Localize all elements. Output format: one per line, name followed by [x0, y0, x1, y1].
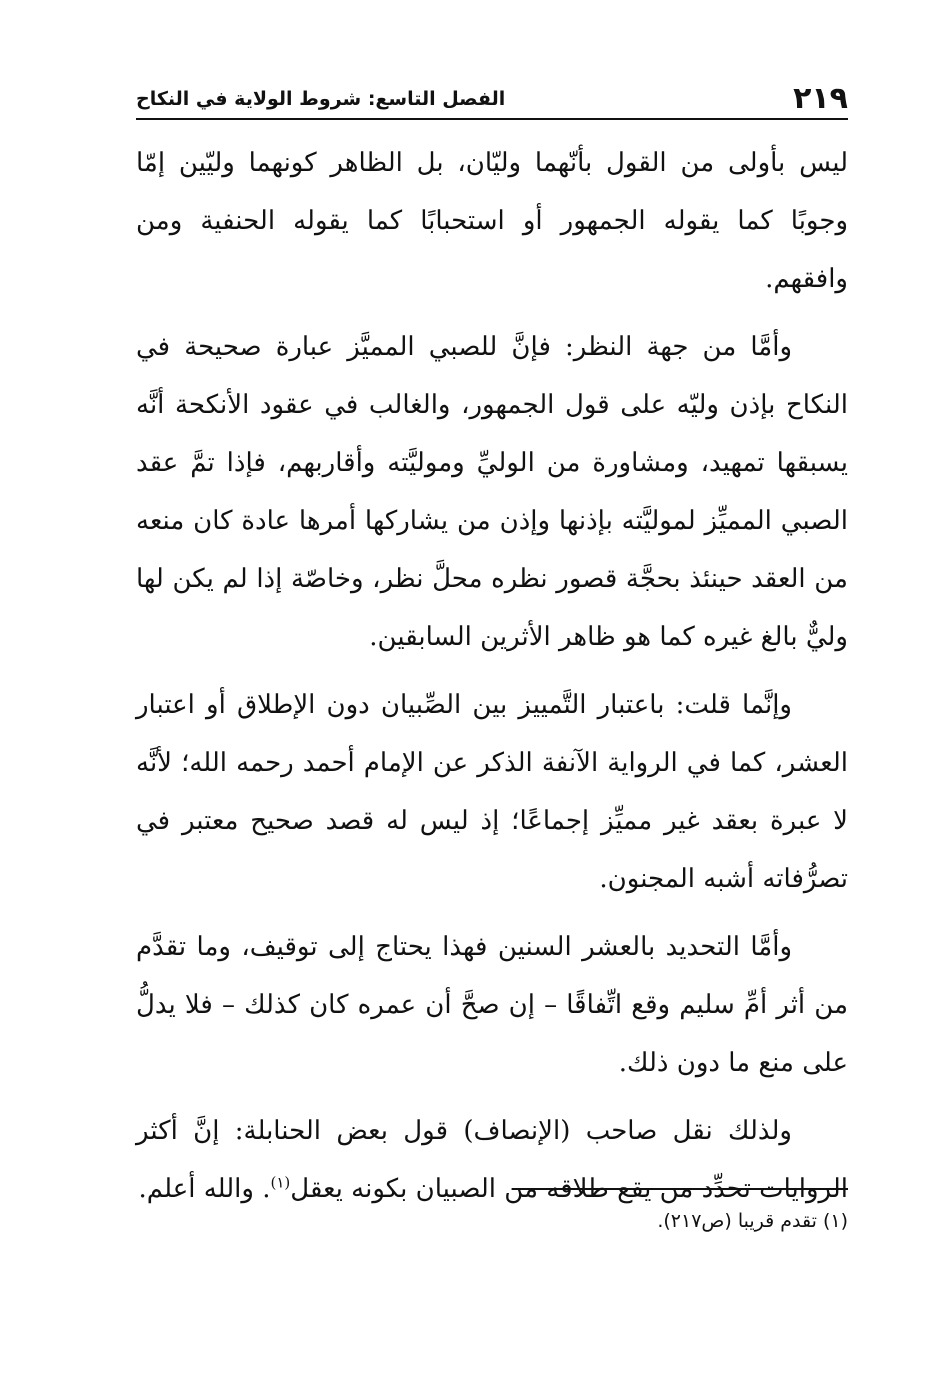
paragraph-5-ending: . والله أعلم.: [138, 1174, 271, 1204]
paragraph-1: ليس بأولى من القول بأنّهما وليّان، بل الظاهر كونهما وليّين إمّا وجوبًا كما يقوله الجمهور أو استحبابًا كما يقوله الحنفية ومن وافقهم.: [136, 148, 848, 294]
paragraph-2: وأمَّا من جهة النظر: فإنَّ للصبي المميَّز عبارة صحيحة في النكاح بإذن وليّه على قول الجمهور، والغالب في عقود الأنكحة أنَّه يسبقها تمهيد، ومشاورة من الوليِّ وموليَّته وأقاربهم، فإذا تمَّ عقد الصبي المميِّز لموليَّته بإذنها وإذن من يشاركها أمرها عادة كان منعه من العقد حينئذ بحجَّة قصور نظره محلَّ نظر، وخاصّة إذا لم يكن لها وليٌّ بالغ غيره كما هو ظاهر الأثرين السابقين.: [136, 332, 848, 652]
page-number: ٢١٩: [793, 81, 848, 116]
footnote-divider: [512, 1188, 848, 1190]
paragraph-3: وإنَّما قلت: باعتبار التَّمييز بين الصِّبيان دون الإطلاق أو اعتبار العشر، كما في الرواية الآنفة الذكر عن الإمام أحمد رحمه الله؛ لأنَّه لا عبرة بعقد غير مميِّز إجماعًا؛ إذ ليس له قصد صحيح معتبر في تصرُّفاته أشبه المجنون.: [136, 690, 848, 894]
footnote-marker: (١): [822, 1210, 848, 1232]
chapter-title: الفصل التاسع: شروط الولاية في النكاح: [136, 88, 506, 110]
running-header: [136, 80, 848, 120]
main-text: [136, 134, 848, 1228]
header-divider: [136, 118, 848, 120]
footnote-1: [136, 1204, 848, 1238]
footnote-reference[interactable]: (١): [270, 1173, 291, 1192]
footnote-text: تقدم قريبا (ص٢١٧).: [657, 1210, 817, 1232]
paragraph-5-text: ولذلك نقل صاحب (الإنصاف) قول بعض الحنابلة: إنَّ أكثر الروايات تحدِّد من يقع طلاقه من الصبيان بكونه يعقل: [136, 1116, 848, 1204]
paragraph-5: [136, 1102, 848, 1218]
paragraph-4: وأمَّا التحديد بالعشر السنين فهذا يحتاج إلى توقيف، وما تقدَّم من أثر أمِّ سليم وقع اتِّفاقًا – إن صحَّ أن عمره كان كذلك – فلا يدلُّ على منع ما دون ذلك.: [136, 932, 848, 1078]
